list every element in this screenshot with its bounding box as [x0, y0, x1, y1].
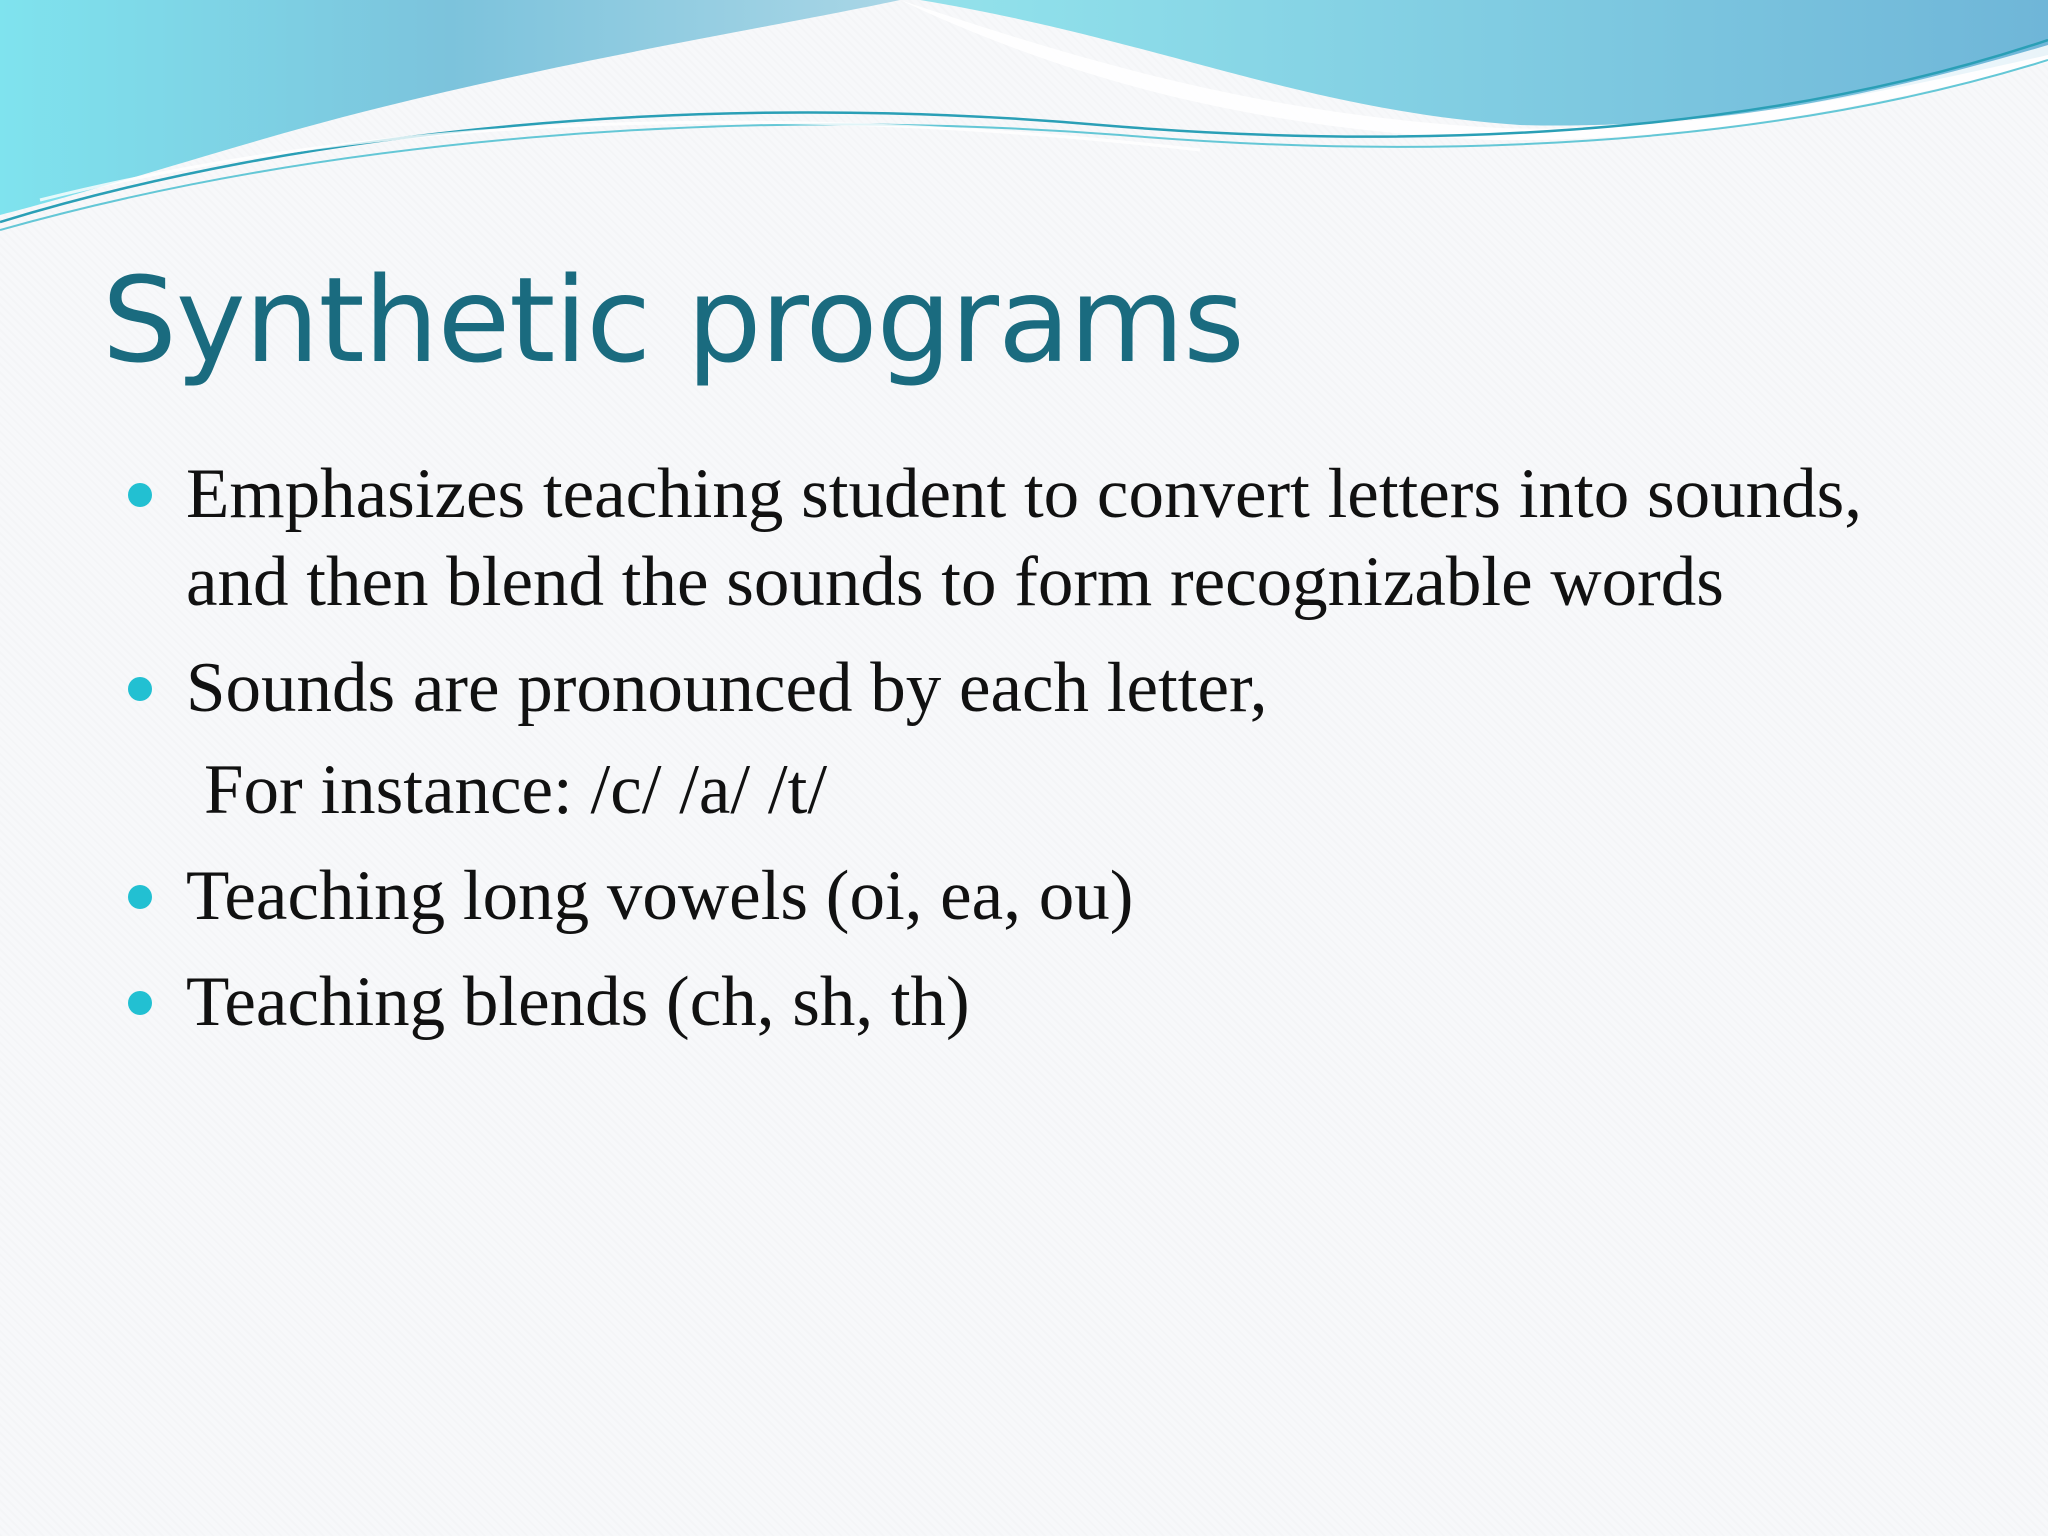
bullet-icon: [128, 991, 152, 1015]
list-item-text: Teaching blends (ch, sh, th): [186, 963, 970, 1041]
bullet-icon: [128, 483, 152, 507]
slide-title: Synthetic programs: [102, 251, 1244, 389]
list-item-continuation: [128, 746, 1948, 834]
list-item-text: Teaching long vowels (oi, ea, ou): [186, 857, 1134, 935]
bullet-list: [128, 450, 1948, 1064]
header-wave-decoration: [0, 0, 2048, 240]
list-item: [128, 852, 1948, 940]
list-item: [128, 450, 1948, 626]
list-item-text: Sounds are pronounced by each letter,: [186, 649, 1268, 727]
list-item: [128, 958, 1948, 1046]
bullet-icon: [128, 677, 152, 701]
bullet-icon: [128, 885, 152, 909]
list-item: [128, 644, 1948, 732]
list-item-text: Emphasizes teaching student to convert letters into sounds, and then blend the sounds to form recognizable words: [186, 455, 1863, 621]
list-item-text: For instance: /c/ /a/ /t/: [204, 751, 828, 829]
